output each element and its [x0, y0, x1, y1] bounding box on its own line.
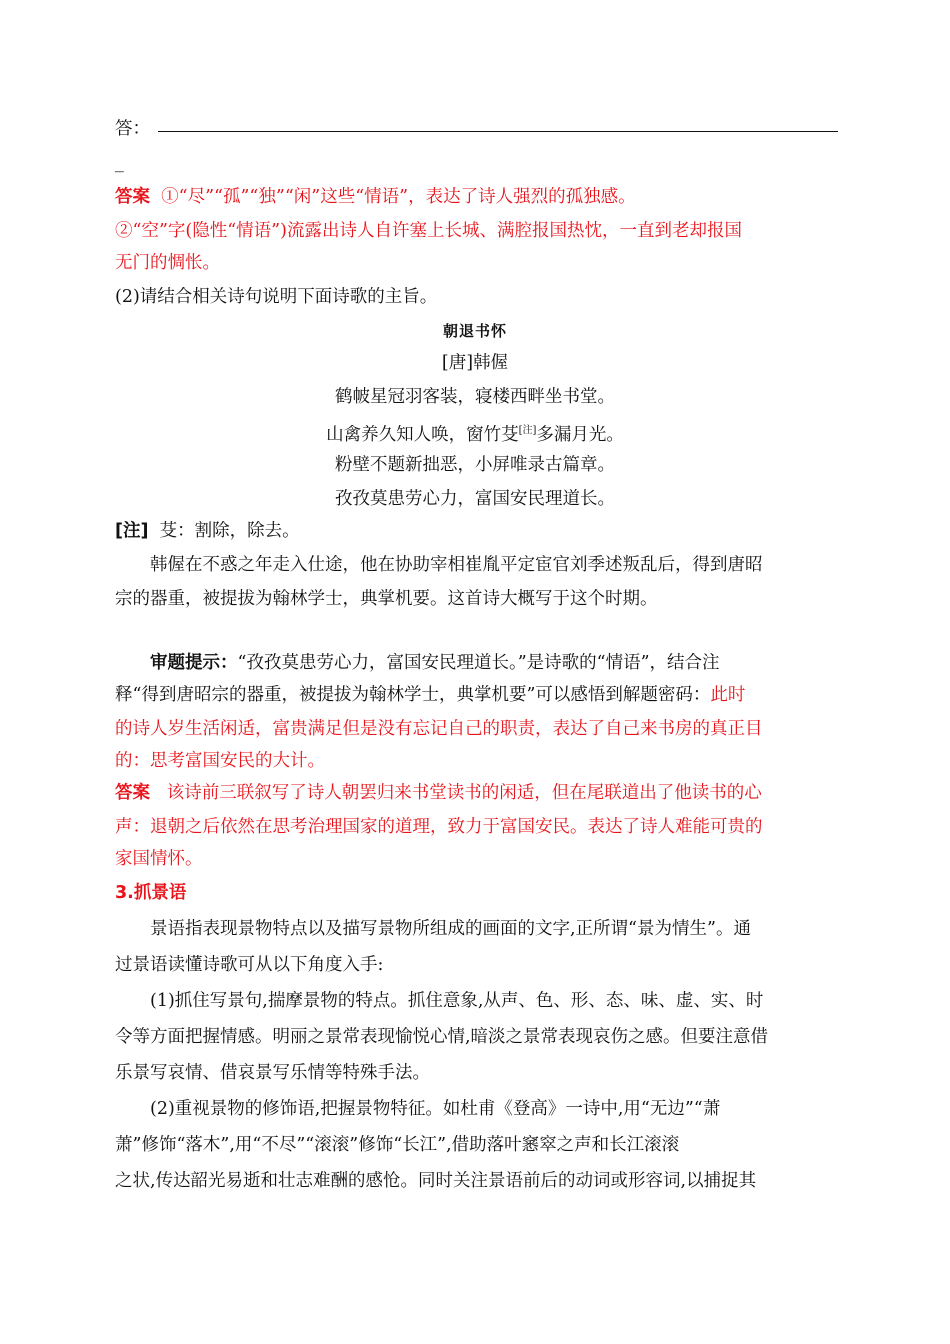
- context-line-2: 宗的器重，被提拔为翰林学士，典掌机要。这首诗大概写于这个时期。: [115, 589, 658, 609]
- note-text: 芟：割除，除去。: [159, 521, 300, 541]
- hint-tag: 审题提示：: [150, 653, 238, 673]
- poem-note-marker: [注]: [518, 425, 537, 436]
- poem-author: [唐]韩偓: [441, 353, 509, 373]
- context-line-1: 韩偓在不惑之年走入仕途，他在协助宰相崔胤平定宦官刘季述叛乱后，得到唐昭: [150, 555, 763, 575]
- section-3-heading: 3.抓景语: [115, 883, 187, 903]
- poem-title: 朝退书怀: [442, 322, 507, 340]
- answer-2-tag: 答案: [115, 783, 150, 803]
- note-tag: [注]: [115, 521, 149, 541]
- hint-text-1: “孜孜莫患劳心力，富国安民理道长。”是诗歌的“情语”，结合注: [237, 653, 720, 673]
- poem-line-2-tail: 多漏月光。: [536, 425, 624, 445]
- poem-line-3: 粉壁不题新拙恶，小屏唯录古篇章。: [335, 455, 615, 475]
- answer-2-text: 该诗前三联叙写了诗人朝罢归来书堂读书的闲适，但在尾联道出了他读书的心: [166, 783, 762, 803]
- section-3-p3-line2: 萧”修饰“落木”,用“不尽”“滚滚”修饰“长江”,借助落叶窸窣之声和长江滚滚: [115, 1135, 680, 1155]
- section-3-p2-line2: 令等方面把握情感。明丽之景常表现愉悦心情,暗淡之景常表现哀伤之感。但要注意借: [115, 1027, 769, 1047]
- answer-1-line2: ②“空”字(隐性“情语”)流露出诗人自许塞上长城、满腔报国热忱，一直到老却报国: [115, 221, 742, 241]
- hint-line-4: 的：思考富国安民的大计。: [115, 751, 325, 771]
- section-3-p2-line1: (1)抓住写景句,揣摩景物的特点。抓住意象,从声、色、形、态、味、虚、实、时: [150, 991, 764, 1011]
- hint-line-3: 的诗人岁生活闲适，富贵满足但是没有忘记自己的职责，表达了自己来书房的真正目: [115, 719, 763, 739]
- hint-text-2-red: 此时: [710, 685, 746, 705]
- question-2-prompt: (2)请结合相关诗句说明下面诗歌的主旨。: [115, 287, 438, 307]
- answer-blank-line: [158, 131, 838, 132]
- section-3-p3-line1: (2)重视景物的修饰语,把握景物特征。如杜甫《登高》一诗中,用“无边”“萧: [150, 1099, 721, 1119]
- section-3-p1-line1: 景语指表现景物特点以及描写景物所组成的画面的文字,正所谓“景为情生”。通: [150, 919, 751, 939]
- answer-2-line3: 家国情怀。: [115, 849, 203, 869]
- section-3-p1-line2: 过景语读懂诗歌可从以下角度入手:: [115, 955, 384, 975]
- answer-2-line1: [115, 776, 840, 810]
- answer-1-text: ①“尽”“孤”“独”“闲”这些“情语”，表达了诗人强烈的孤独感。: [161, 187, 636, 207]
- answer-2-line2: 声：退朝之后依然在思考治理国家的道理，致力于富国安民。表达了诗人难能可贵的: [115, 817, 763, 837]
- answer-tag: 答案: [115, 187, 150, 207]
- section-3-p3-line3: 之状,传达韶光易逝和壮志难酬的感怆。同时关注景语前后的动词或形容词,以捕捉其: [115, 1171, 757, 1191]
- answer-1-line1: [115, 180, 840, 214]
- poem-line-2-head: 山禽养久知人唤，窗竹芟: [326, 425, 519, 445]
- poem-line-4: 孜孜莫患劳心力，富国安民理道长。: [335, 489, 615, 509]
- section-3-p2-line3: 乐景写哀情、借哀景写乐情等特殊手法。: [115, 1063, 430, 1083]
- hint-line-1: [115, 646, 875, 680]
- poem-line-1: 鹤帔星冠羽客装，寝楼西畔坐书堂。: [335, 387, 615, 407]
- answer-prompt: 答：: [115, 119, 150, 139]
- poem-line-2: [0, 414, 950, 452]
- poem-note: [115, 514, 840, 548]
- answer-blank-tail: _: [115, 153, 124, 173]
- hint-text-2: 释“得到唐昭宗的器重，被提拔为翰林学士，典掌机要”可以感悟到解题密码：: [115, 685, 711, 705]
- hint-line-2: [115, 678, 840, 712]
- answer-1-line3: 无门的惆怅。: [115, 253, 220, 273]
